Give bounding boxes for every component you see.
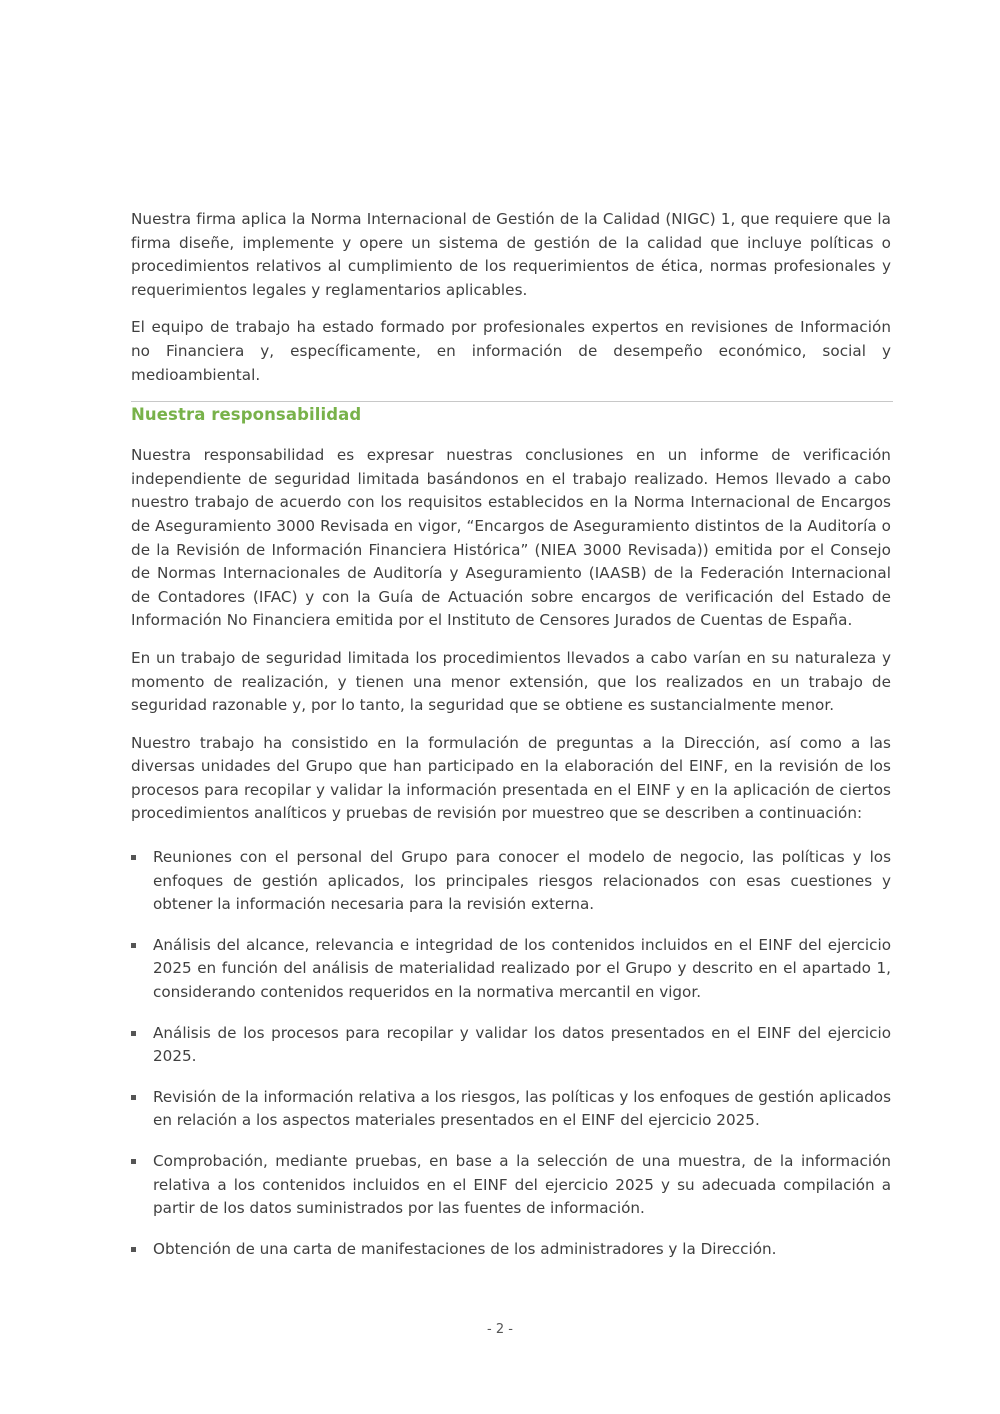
square-bullet-icon: [131, 1031, 136, 1036]
list-item-text: Revisión de la información relativa a los riesgos, las políticas y los enfoques de gestión aplicados en relación a los aspectos materiales presentados en el EINF del ejercicio 2025.: [153, 1087, 891, 1130]
list-item: [131, 846, 891, 917]
square-bullet-icon: [131, 1095, 136, 1100]
paragraph-limited-assurance: En un trabajo de seguridad limitada los procedimientos llevados a cabo varían en su naturaleza y momento de realización, y tienen una menor extensión, que los realizados en un trabajo de seguridad razonable y, por lo tanto, la seguridad que se obtiene es sustancialmente menor.: [131, 648, 891, 715]
list-item: [131, 1150, 891, 1221]
square-bullet-icon: [131, 1159, 136, 1164]
list-item: [131, 934, 891, 1005]
procedures-list: [131, 846, 891, 1261]
section-title: Nuestra responsabilidad: [131, 405, 362, 425]
list-item: [131, 1238, 891, 1262]
paragraph-work-team: El equipo de trabajo ha estado formado por profesionales expertos en revisiones de Información no Financiera y, específicamente, en información de desempeño económico, social y medioambiental.: [131, 318, 891, 384]
list-item-text: Análisis del alcance, relevancia e integridad de los contenidos incluidos en el EINF del ejercicio 2025 en función del análisis de materialidad realizado por el Grupo y descrito en el apartado 1, considerando contenidos requeridos en la normativa mercantil en vigor.: [153, 935, 891, 1002]
page-number: - 2 -: [487, 1322, 513, 1337]
list-item-text: Obtención de una carta de manifestaciones de los administradores y la Dirección.: [153, 1239, 777, 1258]
list-item-text: Reuniones con el personal del Grupo para conocer el modelo de negocio, las políticas y los enfoques de gestión aplicados, los principales riesgos relacionados con esas cuestiones y obtener la información necesaria para la revisión externa.: [153, 848, 891, 914]
square-bullet-icon: [131, 1247, 136, 1252]
paragraph-responsibility: Nuestra responsabilidad es expresar nuestras conclusiones en un informe de verificación independiente de seguridad limitada basándonos en el trabajo realizado. Hemos llevado a cabo nuestro trabajo de acuerdo con los requisitos establecidos en la Norma Internacional de Encargos de Aseguramiento 3000 Revisada en vigor, “Encargos de Aseguramiento distintos de la Auditoría o de la Revisión de Información Financiera Histórica” (NIEA 3000 Revisada)) emitida por el Consejo de Normas Internacionales de Auditoría y Aseguramiento (IAASB) de la Federación Internacional de Contadores (IFAC) y con la Guía de Actuación sobre encargos de verificación del Estado de Información No Financiera emitida por el Instituto de Censores Jurados de Cuentas de España.: [131, 446, 891, 630]
square-bullet-icon: [131, 855, 136, 860]
paragraph-quality-management: Nuestra firma aplica la Norma Internacional de Gestión de la Calidad (NIGC) 1, que requiere que la firma diseñe, implemente y opere un sistema de gestión de la calidad que incluye políticas o procedimientos relativos al cumplimiento de los requerimientos de ética, normas profesionales y requerimientos legales y reglamentarios aplicables.: [131, 210, 891, 299]
page-content: [131, 208, 891, 1278]
list-item-text: Comprobación, mediante pruebas, en base a la selección de una muestra, de la información relativa a los contenidos incluidos en el EINF del ejercicio 2025 y su adecuada compilación a partir de los datos suministrados por las fuentes de información.: [153, 1152, 891, 1218]
paragraph-work-procedures: Nuestro trabajo ha consistido en la formulación de preguntas a la Dirección, así como a las diversas unidades del Grupo que han participado en la elaboración del EINF, en la revisión de los procesos para recopilar y validar la información presentada en el EINF y en la aplicación de ciertos procedimientos analíticos y pruebas de revisión por muestreo que se describen a continuación:: [131, 733, 891, 823]
list-item: [131, 1022, 891, 1069]
section-divider: [131, 401, 893, 402]
square-bullet-icon: [131, 943, 136, 948]
list-item-text: Análisis de los procesos para recopilar y validar los datos presentados en el EINF del ejercicio 2025.: [153, 1023, 891, 1066]
list-item: [131, 1086, 891, 1133]
